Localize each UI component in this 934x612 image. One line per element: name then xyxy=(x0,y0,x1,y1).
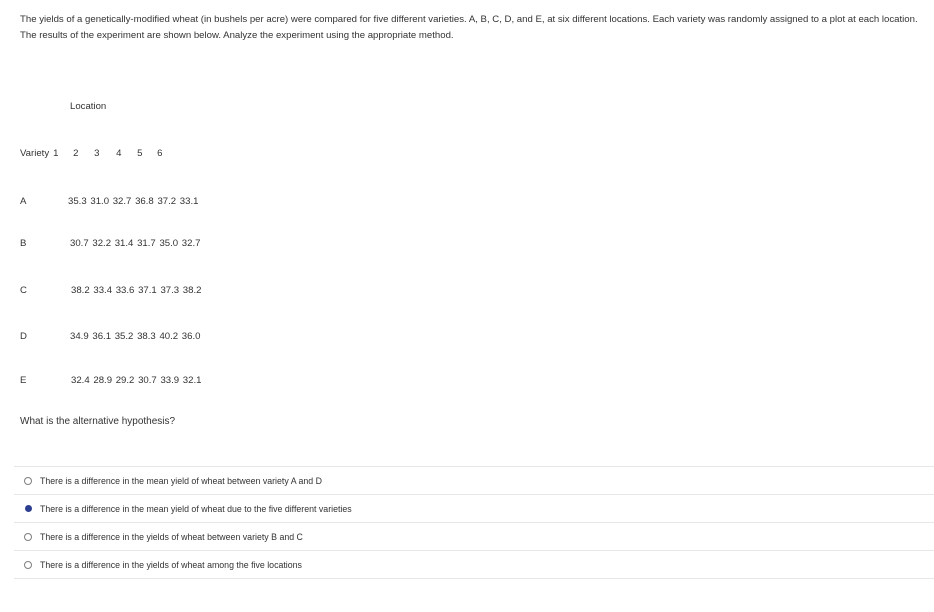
answer-option-selected[interactable] xyxy=(14,494,934,522)
cell-value: 31.4 xyxy=(114,238,134,249)
cell-value: 37.1 xyxy=(138,285,157,296)
variety-label: Variety xyxy=(20,148,50,159)
cell-value: 30.7 xyxy=(70,238,89,249)
table-row xyxy=(20,375,201,386)
row-values xyxy=(70,238,200,249)
cell-value: 29.2 xyxy=(115,375,135,386)
answer-option[interactable] xyxy=(14,466,934,494)
radio-button-icon[interactable] xyxy=(24,561,32,569)
column-header: 6 xyxy=(157,148,163,159)
cell-value: 32.7 xyxy=(181,238,201,249)
cell-value: 33.4 xyxy=(93,285,113,296)
cell-value: 32.7 xyxy=(112,196,132,207)
cell-value: 36.1 xyxy=(92,331,112,342)
column-header: 5 xyxy=(137,148,143,159)
answer-option[interactable] xyxy=(14,550,934,579)
cell-value: 36.8 xyxy=(135,196,154,207)
row-values xyxy=(71,285,201,296)
cell-value: 31.7 xyxy=(137,238,156,249)
answer-option-label: There is a difference in the yields of wheat among the five locations xyxy=(40,559,302,570)
question-text: What is the alternative hypothesis? xyxy=(20,416,176,427)
cell-value: 34.9 xyxy=(70,331,89,342)
variety-letter: E xyxy=(20,375,27,386)
cell-value: 35.2 xyxy=(114,331,134,342)
table-row xyxy=(20,196,198,207)
cell-value: 28.9 xyxy=(93,375,113,386)
answer-option-label: There is a difference in the mean yield of wheat due to the five different varieties xyxy=(40,503,352,514)
variety-letter: B xyxy=(20,238,27,249)
variety-letter: A xyxy=(20,196,27,207)
table-header-row xyxy=(20,148,167,159)
cell-value: 32.2 xyxy=(92,238,112,249)
cell-value: 31.0 xyxy=(90,196,110,207)
cell-value: 40.2 xyxy=(159,331,179,342)
row-values xyxy=(71,375,201,386)
answer-option-label: There is a difference in the yields of wheat between variety B and C xyxy=(40,531,303,542)
cell-value: 30.7 xyxy=(138,375,157,386)
radio-button-icon[interactable] xyxy=(24,477,32,485)
cell-value: 32.1 xyxy=(182,375,202,386)
problem-statement: The yields of a genetically-modified wheat (in bushels per acre) were compared for five different varieties. A, B, C, D, and E, at six different locations. Each variety was randomly assigned to a plot at each location. The results of the experiment are shown below. Analyze the experiment using the appropriate method. xyxy=(20,14,918,41)
cell-value: 37.2 xyxy=(157,196,177,207)
cell-value: 38.2 xyxy=(71,285,90,296)
location-header: Location xyxy=(70,101,107,112)
cell-value: 37.3 xyxy=(160,285,180,296)
table-row xyxy=(20,238,200,249)
radio-button-icon[interactable] xyxy=(24,533,32,541)
cell-value: 33.6 xyxy=(115,285,135,296)
column-header: 2 xyxy=(73,148,79,159)
cell-value: 35.3 xyxy=(68,196,87,207)
cell-value: 33.1 xyxy=(179,196,199,207)
answer-option-label: There is a difference in the mean yield of wheat between variety A and D xyxy=(40,475,322,486)
column-header: 1 xyxy=(53,148,59,159)
cell-value: 35.0 xyxy=(159,238,179,249)
cell-value: 36.0 xyxy=(181,331,201,342)
variety-letter: D xyxy=(20,331,27,342)
cell-value: 38.2 xyxy=(182,285,202,296)
row-values xyxy=(70,331,200,342)
cell-value: 32.4 xyxy=(71,375,90,386)
row-values xyxy=(68,196,198,207)
table-row xyxy=(20,285,201,296)
radio-button-selected-icon[interactable] xyxy=(25,505,32,512)
column-header: 4 xyxy=(116,148,122,159)
variety-letter: C xyxy=(20,285,27,296)
answer-option[interactable] xyxy=(14,522,934,550)
column-header: 3 xyxy=(94,148,100,159)
answer-options xyxy=(14,466,934,579)
cell-value: 38.3 xyxy=(137,331,156,342)
cell-value: 33.9 xyxy=(160,375,180,386)
table-row xyxy=(20,331,200,342)
